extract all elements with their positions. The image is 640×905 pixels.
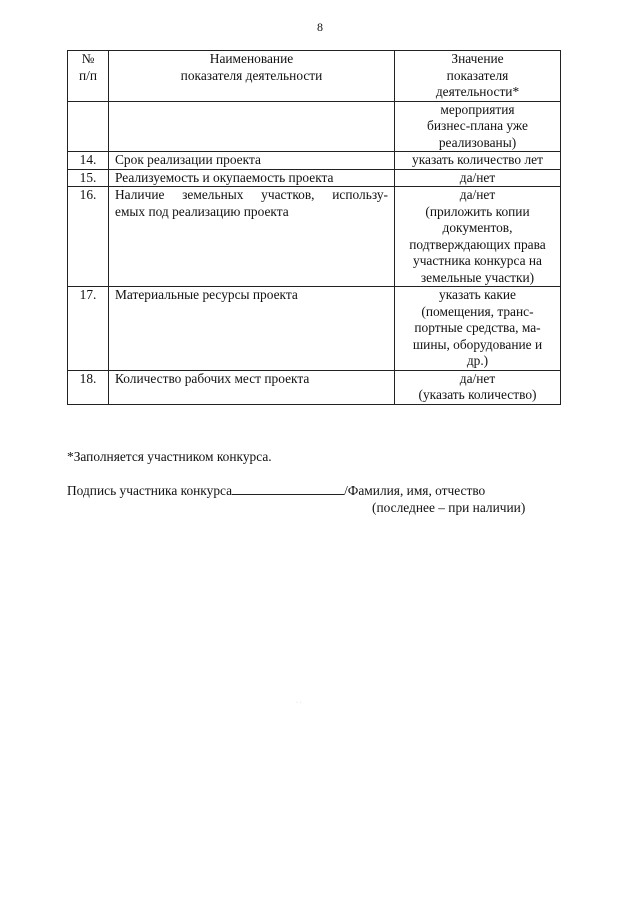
row-name [109,370,395,404]
value-line: мероприятия [440,101,515,117]
value-line: портные средства, ма- [414,320,541,335]
name-line: емых под реализацию проекта [115,203,289,219]
name-line: Наличие земельных участков, использу- [115,187,388,202]
page-number: 8 [317,20,323,34]
name-line: Реализуемость и окупаемость проекта [115,169,334,185]
table-row [68,287,561,371]
row-number: 18. [68,370,109,404]
row-value [395,370,561,404]
signature-blank [232,482,344,495]
value-line: реализованы) [438,134,517,150]
row-number [68,101,109,152]
table-row [68,101,561,152]
row-number: 15. [68,169,109,187]
value-line: шины, оборудование и [412,336,543,352]
table-row [68,152,561,170]
header-indicator-value [395,51,561,102]
value-line: (помещения, транс- [421,303,534,319]
value-line: да/нет [459,169,496,185]
value-line: да/нет [459,187,496,202]
header-line: показателя деятельности [180,67,323,83]
value-line: документов, [442,220,513,235]
row-number: 17. [68,287,109,371]
signature-line [67,482,485,499]
row-value [395,169,561,187]
table-row [68,187,561,287]
value-line: указать какие [439,287,516,302]
row-number: 14. [68,152,109,170]
header-line: п/п [78,67,98,83]
value-line: участника конкурса на [413,253,542,268]
value-line: бизнес-плана уже [427,118,528,133]
row-name [109,152,395,170]
header-indicator-name [109,51,395,102]
row-name [109,287,395,371]
value-line: (приложить копии [425,203,530,219]
table-row [68,169,561,187]
header-line: Наименование [209,51,294,66]
row-name [109,101,395,152]
scan-artifact: · · [296,700,302,706]
value-line: указать количество лет [412,152,543,167]
row-value [395,287,561,371]
signature-name-label: /Фамилия, имя, отчество [344,483,486,498]
row-value [395,187,561,287]
name-line: Срок реализации проекта [115,152,261,167]
header-line: деятельности* [435,84,520,99]
table-row [68,370,561,404]
table-header-row [68,51,561,102]
header-line: № [81,51,95,66]
value-line: земельные участки) [420,269,535,285]
value-line: др.) [466,353,489,368]
name-line: Материальные ресурсы проекта [115,287,298,302]
header-line: Значение [451,51,504,66]
row-number: 16. [68,187,109,287]
indicators-table [67,50,561,405]
name-line: Количество рабочих мест проекта [115,370,310,386]
footnote: *Заполняется участником конкурса. [67,449,272,464]
value-line: да/нет [459,370,496,386]
value-line: (указать количество) [418,387,537,402]
row-value [395,101,561,152]
signature-note: (последнее – при наличии) [372,500,526,515]
row-value [395,152,561,170]
header-line: показателя [446,67,509,83]
header-number [68,51,109,102]
signature-label: Подпись участника конкурса [67,483,233,498]
value-line: подтверждающих права [409,236,546,252]
row-name [109,169,395,187]
row-name [109,187,395,287]
